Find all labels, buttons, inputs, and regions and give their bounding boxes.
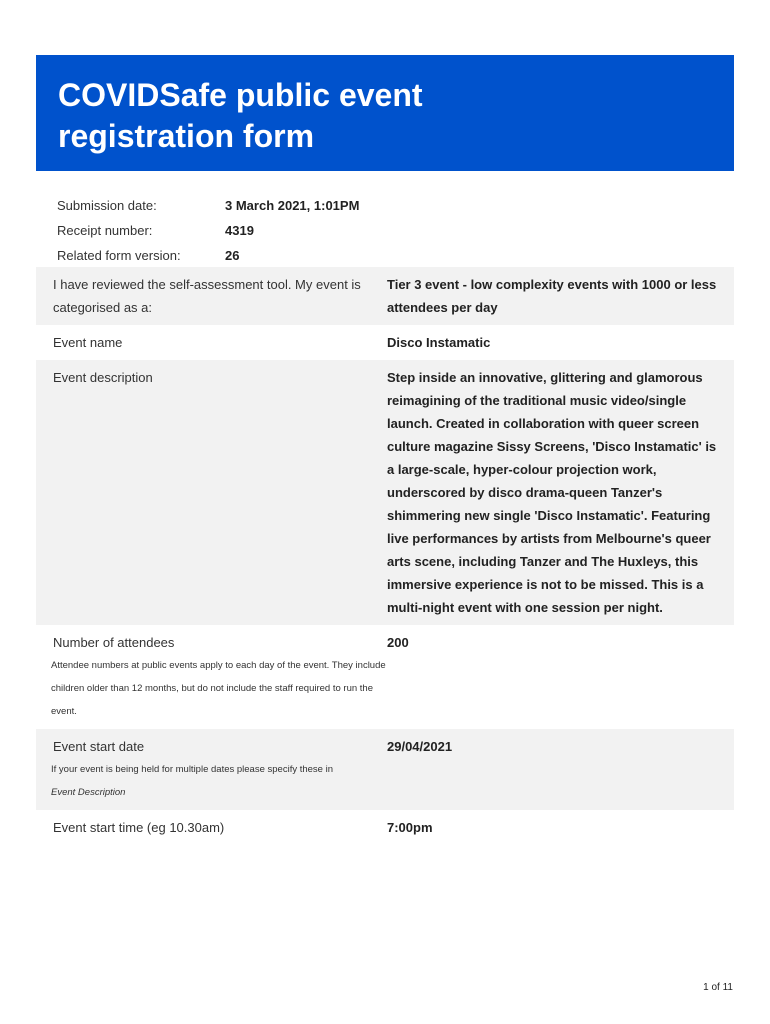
meta-row-receipt-number xyxy=(57,223,734,248)
field-hint: If your event is being held for multiple dates please specify these in xyxy=(51,764,333,775)
field-label-group xyxy=(53,735,387,804)
field-label: Event start time (eg 10.30am) xyxy=(53,820,225,835)
field-label: Event description xyxy=(53,370,153,385)
field-label: Number of attendees xyxy=(53,635,175,650)
field-hint-emphasis xyxy=(51,781,391,804)
field-value: 7:00pm xyxy=(387,820,433,835)
field-value: Disco Instamatic xyxy=(387,335,491,350)
field-label: I have reviewed the self-assessment tool. My event is categorised as a: xyxy=(53,277,361,315)
meta-value: 4319 xyxy=(225,223,254,238)
field-event-description xyxy=(36,360,734,625)
field-event-name xyxy=(36,325,734,360)
field-label-group xyxy=(53,631,387,723)
page-number: 1 of 11 xyxy=(703,982,733,993)
field-event-start-date xyxy=(36,729,734,810)
meta-row-form-version xyxy=(57,248,734,267)
field-number-of-attendees xyxy=(36,625,734,729)
form-page xyxy=(36,55,734,845)
field-label: Event name xyxy=(53,335,123,350)
meta-label: Receipt number: xyxy=(57,223,153,238)
form-header xyxy=(36,55,734,171)
field-hint-em: Event Description xyxy=(51,787,126,798)
meta-row-submission-date xyxy=(57,198,734,223)
submission-meta xyxy=(36,171,734,267)
field-event-start-time xyxy=(36,810,734,845)
meta-value: 3 March 2021, 1:01PM xyxy=(225,198,360,213)
meta-label: Submission date: xyxy=(57,198,157,213)
field-value: 29/04/2021 xyxy=(387,739,453,754)
meta-value: 26 xyxy=(225,248,240,263)
field-value: Step inside an innovative, glittering and glamorous reimagining of the traditional music video/single launch. Created in collaboration with queer screen culture magazine Sissy Screens, 'Disco Instamatic' is a large-scale, hyper-colour projection work, underscored by disco drama-queen Tanzer's shimmering new single 'Disco Instamatic'. Featuring live performances by artists from Melbourne's queer arts scene, including Tanzer and The Huxleys, this immersive experience is not to be missed. This is a multi-night event with one session per night. xyxy=(387,370,717,615)
field-event-category xyxy=(36,267,734,325)
field-value: 200 xyxy=(387,635,409,650)
field-label: Event start date xyxy=(53,739,145,754)
meta-label: Related form version: xyxy=(57,248,181,263)
field-value: Tier 3 event - low complexity events with 1000 or less attendees per day xyxy=(387,277,717,315)
form-title: COVIDSafe public event registration form xyxy=(58,77,423,154)
field-hint: Attendee numbers at public events apply to each day of the event. They include children older than 12 months, but do not include the staff required to run the event. xyxy=(51,660,386,717)
